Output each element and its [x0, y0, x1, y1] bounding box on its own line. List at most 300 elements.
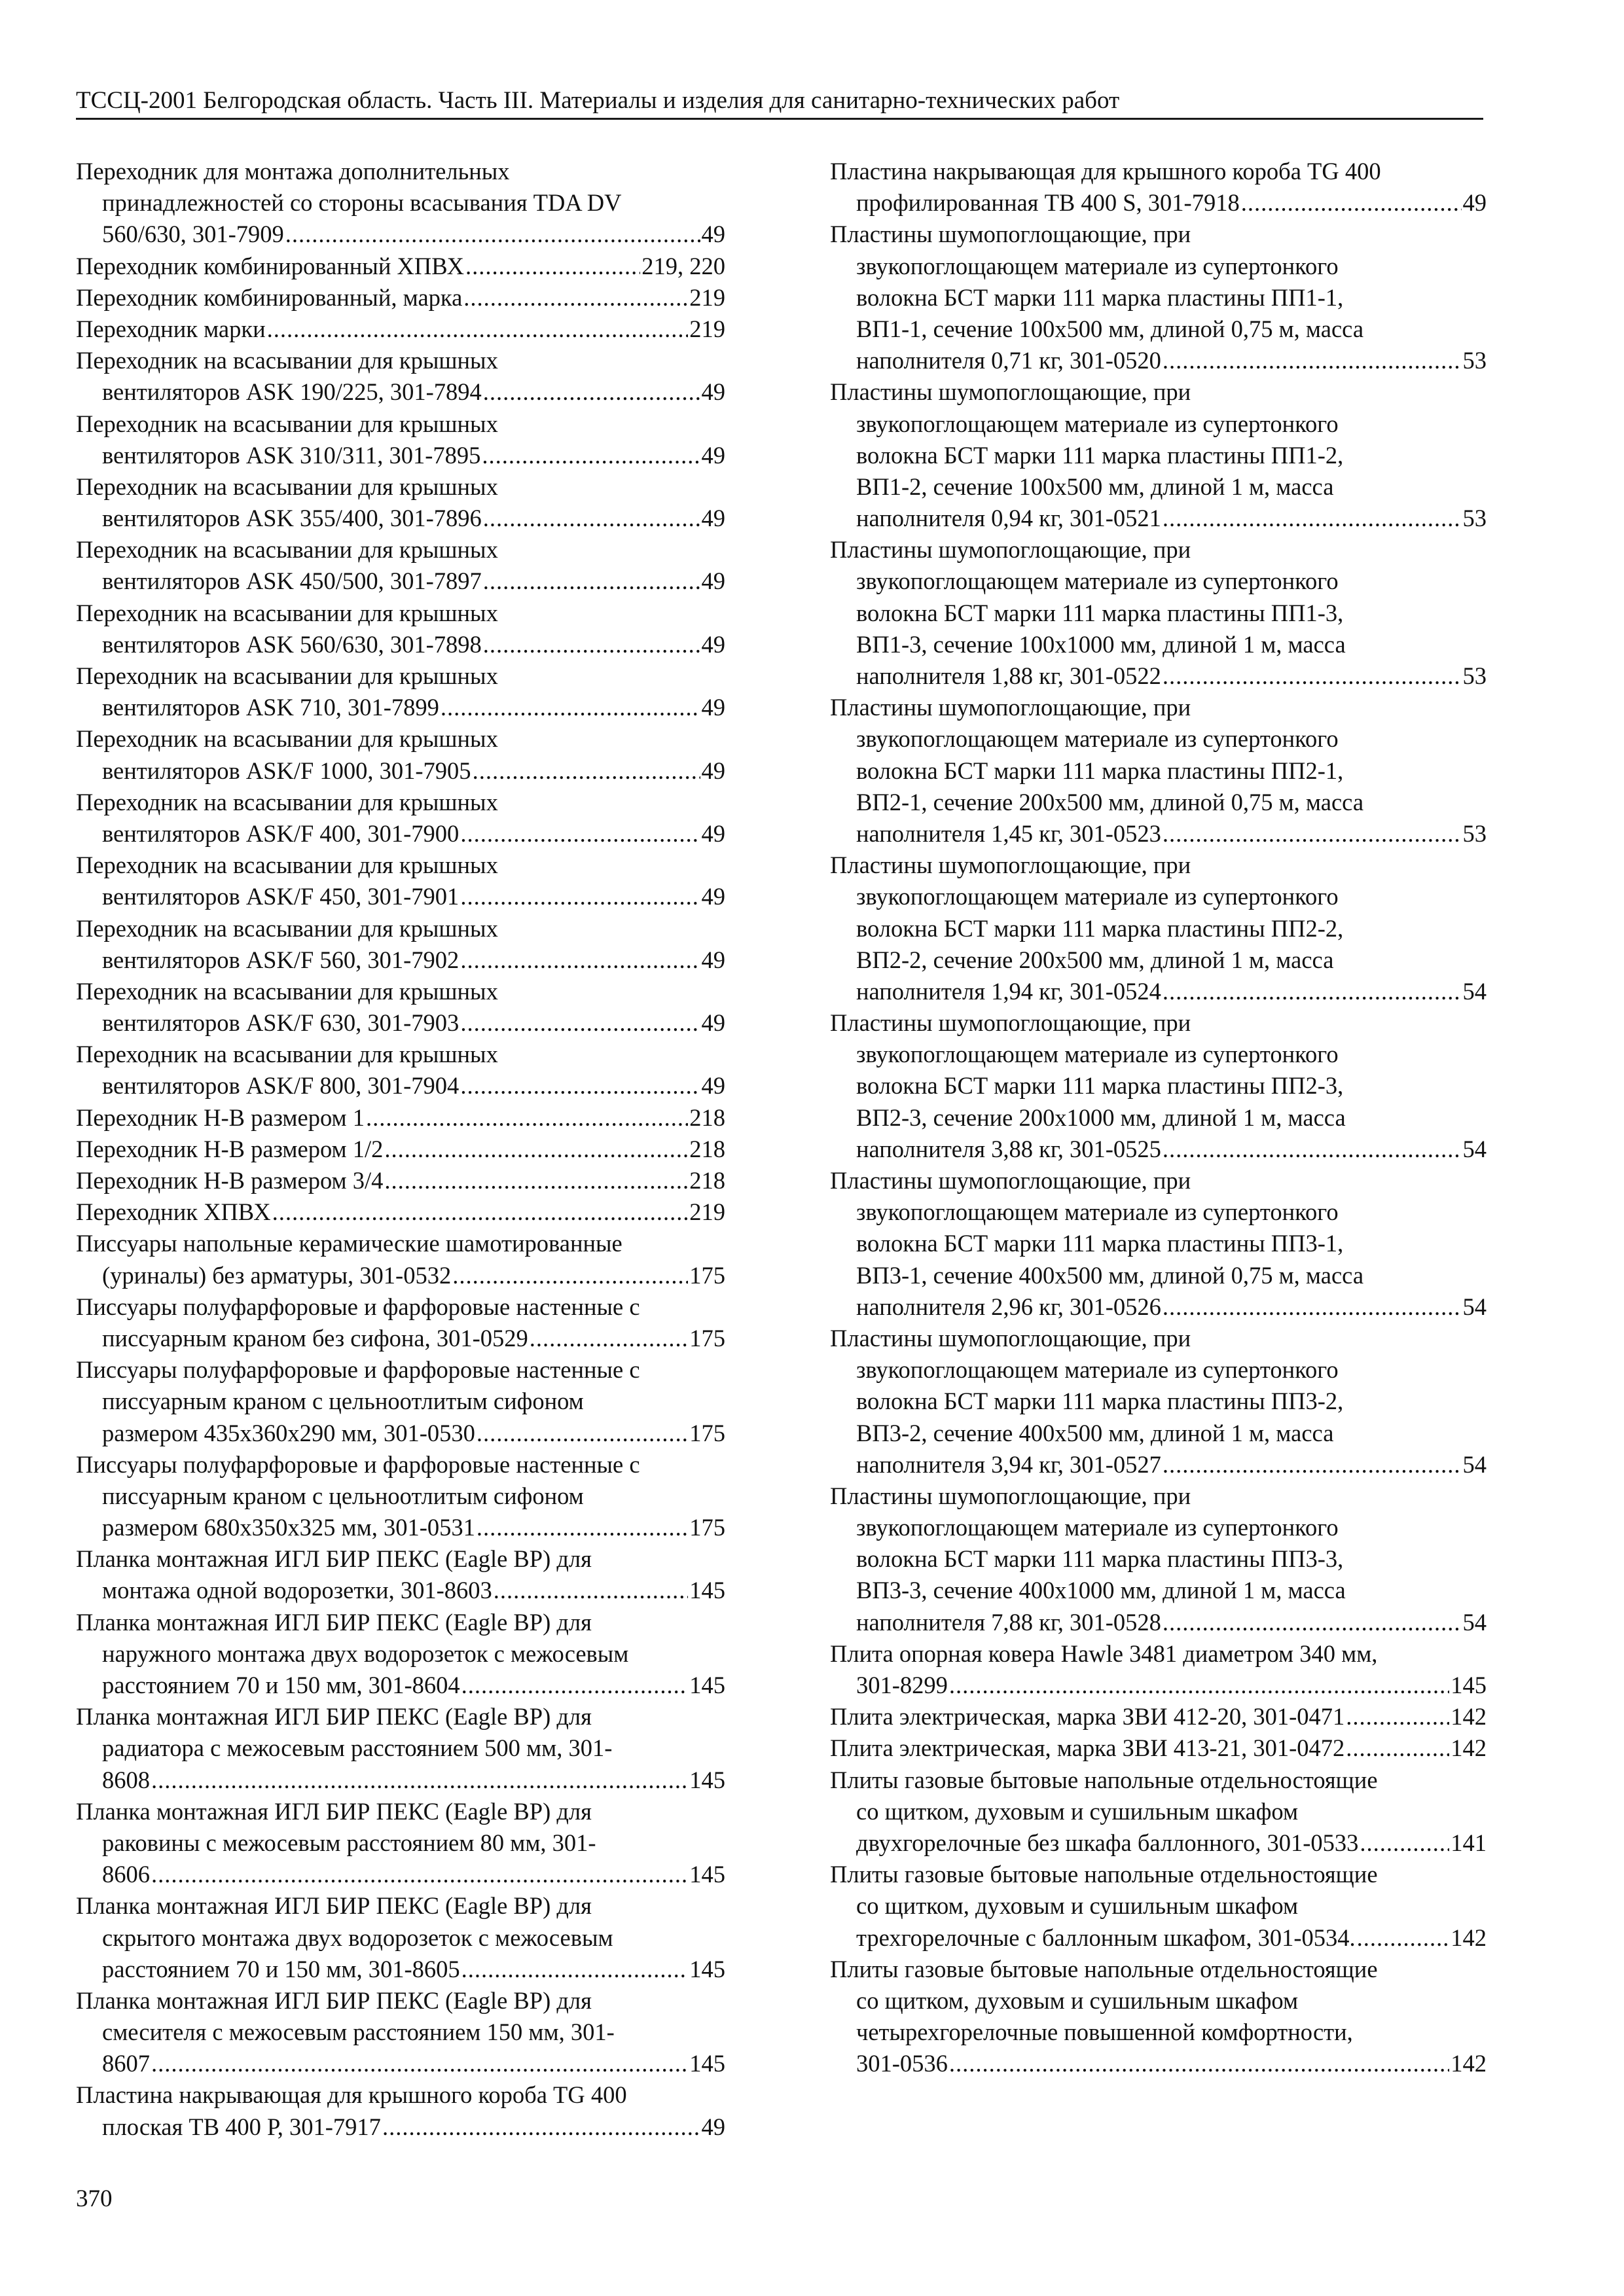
- page-reference: 49: [701, 883, 725, 910]
- page-reference: 219: [689, 283, 725, 311]
- page-reference: 49: [701, 946, 725, 973]
- page-reference: 49: [701, 567, 725, 595]
- index-entry-text: Планка монтажная ИГЛ БИР ПЕКС (Eagle BP) для: [76, 1892, 592, 1920]
- index-entry-line: [76, 755, 725, 787]
- dot-leader: [151, 2048, 688, 2079]
- index-entry-text: писсуарным краном без сифона, 301-0529: [102, 1324, 528, 1352]
- page-reference: 49: [701, 757, 725, 784]
- index-entry: [830, 1480, 1487, 1638]
- index-entry: [76, 1196, 725, 1228]
- index-entry-text: (уриналы) без арматуры, 301-0532: [102, 1261, 452, 1289]
- dot-leader: [452, 1260, 688, 1291]
- dot-leader: [1357, 1922, 1450, 1954]
- index-entry-line: [76, 692, 725, 723]
- index-entry: [76, 251, 725, 282]
- index-entry-text: Переходник Н-В размером 1: [76, 1103, 365, 1131]
- index-entry-text: звукопоглощающем материале из супертонкого: [856, 1514, 1339, 1541]
- index-entry-text: ВП3-1, сечение 400х500 мм, длиной 0,75 м, масса: [856, 1261, 1364, 1289]
- dot-leader: [1163, 503, 1462, 534]
- dot-leader: [1346, 1701, 1449, 1732]
- page-reference: 145: [689, 1766, 725, 1793]
- index-entry-text: волокна БСТ марки 111 марка пластины ПП3-3,: [856, 1545, 1344, 1573]
- dot-leader: [460, 1070, 700, 1102]
- index-entry-line: [76, 314, 725, 345]
- index-entry-text: вентиляторов ASK/F 400, 301-7900: [102, 819, 460, 847]
- index-entry: [76, 660, 725, 723]
- index-entry-text: Планка монтажная ИГЛ БИР ПЕКС (Eagle BP) для: [76, 1797, 592, 1825]
- page-reference: 49: [1462, 189, 1487, 217]
- index-entry-line: [76, 1165, 725, 1196]
- page-reference: 145: [689, 1955, 725, 1982]
- index-entry: [830, 850, 1487, 1007]
- dot-leader: [460, 818, 700, 850]
- dot-leader: [530, 1323, 688, 1354]
- index-entry-text: Переходник комбинированный ХПВХ: [76, 252, 465, 279]
- page-reference: 49: [701, 819, 725, 847]
- running-header: ТССЦ-2001 Белгородская область. Часть III. Материалы и изделия для санитарно-технических работ: [76, 84, 1483, 120]
- dot-leader: [473, 755, 700, 787]
- index-entry-text: вентиляторов ASK/F 630, 301-7903: [102, 1009, 460, 1037]
- index-entry-text: звукопоглощающем материале из супертонкого: [856, 725, 1339, 753]
- index-entry-text: Переходник марки: [76, 315, 266, 342]
- index-entry: [830, 1954, 1487, 2080]
- index-entry-text: ВП1-3, сечение 100х1000 мм, длиной 1 м, масса: [856, 630, 1346, 658]
- index-entry-text: ВП2-3, сечение 200х1000 мм, длиной 1 м, масса: [856, 1103, 1346, 1131]
- page-reference: 145: [689, 1861, 725, 1888]
- index-entry-line: [830, 503, 1487, 534]
- index-entry-text: звукопоглощающем материале из супертонкого: [856, 567, 1339, 595]
- index-entry-text: наполнителя 1,94 кг, 301-0524: [856, 977, 1161, 1005]
- index-entry-text: Писсуары полуфарфоровые и фарфоровые настенные с: [76, 1293, 640, 1320]
- index-entry-line: [76, 565, 725, 597]
- page-reference: 218: [689, 1103, 725, 1131]
- index-entry: [76, 1102, 725, 1134]
- index-entry-text: волокна БСТ марки 111 марка пластины ПП2-1,: [856, 757, 1344, 784]
- index-entry-text: Пластины шумопоглощающие, при: [830, 1167, 1191, 1194]
- index-entry-text: Переходник на всасывании для крышных: [76, 852, 498, 879]
- index-entry-text: Планка монтажная ИГЛ БИР ПЕКС (Eagle BP) для: [76, 1608, 592, 1636]
- index-entry-line: [76, 440, 725, 471]
- index-entry-line: [830, 1827, 1487, 1859]
- page-reference: 145: [689, 2050, 725, 2077]
- index-entry-text: Переходник ХПВХ: [76, 1198, 271, 1226]
- index-entry-text: Писсуары полуфарфоровые и фарфоровые настенные с: [76, 1356, 640, 1384]
- page-reference: 145: [1451, 1672, 1487, 1698]
- index-entry-text: Переходник комбинированный, марка: [76, 283, 463, 311]
- index-entry-line: [76, 1102, 725, 1134]
- index-entry-line: [830, 1701, 1487, 1732]
- dot-leader: [441, 692, 700, 723]
- index-entry-text: Планка монтажная ИГЛ БИР ПЕКС (Eagle BP) для: [76, 1986, 592, 2014]
- index-entry: [76, 1543, 725, 1606]
- index-entry-text: 301-0536: [856, 2050, 948, 2077]
- index-entry-text: вентиляторов ASK 190/225, 301-7894: [102, 378, 482, 406]
- index-entry-text: размером 435х360х290 мм, 301-0530: [102, 1419, 475, 1446]
- index-entry-text: Переходник на всасывании для крышных: [76, 473, 498, 500]
- index-entry-line: [76, 1134, 725, 1165]
- page-reference: 53: [1462, 347, 1487, 374]
- index-entry-line: [76, 1954, 725, 1985]
- index-entry: [76, 1354, 725, 1449]
- index-entry-text: вентиляторов ASK 450/500, 301-7897: [102, 567, 482, 595]
- index-entry-text: Переходник для монтажа дополнительных: [76, 158, 510, 185]
- index-entry-text: волокна БСТ марки 111 марка пластины ПП1-2,: [856, 441, 1344, 469]
- dot-leader: [1163, 976, 1462, 1007]
- index-entry-text: вентиляторов ASK/F 800, 301-7904: [102, 1072, 460, 1100]
- dot-leader: [1163, 1134, 1462, 1165]
- page-reference: 53: [1462, 662, 1487, 689]
- index-entry: [830, 692, 1487, 850]
- index-entry: [830, 534, 1487, 692]
- page-reference: 53: [1462, 505, 1487, 532]
- index-entry-line: [830, 1670, 1487, 1701]
- index-entry-line: [830, 1291, 1487, 1323]
- page-reference: 49: [701, 441, 725, 469]
- index-entry-text: Переходник на всасывании для крышных: [76, 347, 498, 374]
- index-entry: [830, 1323, 1487, 1480]
- index-entry-text: писсуарным краном с цельноотлитым сифоном: [102, 1482, 584, 1509]
- index-entry-line: [830, 2048, 1487, 2079]
- index-entry-line: [830, 187, 1487, 219]
- index-entry-line: [76, 1007, 725, 1039]
- index-entry: [76, 408, 725, 471]
- dot-leader: [477, 1418, 688, 1449]
- index-entry-text: звукопоглощающем материале из супертонкого: [856, 1356, 1339, 1384]
- index-entry-text: радиатора с межосевым расстоянием 500 мм, 301-: [102, 1734, 613, 1762]
- index-entry: [830, 1701, 1487, 1732]
- index-entry-text: звукопоглощающем материале из супертонкого: [856, 883, 1339, 910]
- index-entry-text: Писсуары напольные керамические шамотированные: [76, 1230, 623, 1257]
- dot-leader: [461, 1954, 689, 1985]
- dot-leader: [1163, 1291, 1462, 1323]
- index-entry-line: [830, 1449, 1487, 1480]
- page-reference: 49: [701, 1072, 725, 1100]
- dot-leader: [949, 1670, 1449, 1701]
- index-entry-text: наполнителя 0,94 кг, 301-0521: [856, 505, 1161, 532]
- dot-leader: [461, 1670, 689, 1701]
- page-reference: 54: [1462, 1293, 1487, 1320]
- index-entry-text: Переходник на всасывании для крышных: [76, 410, 498, 437]
- page-reference: 219: [689, 315, 725, 342]
- index-entry-text: Плита опорная ковера Hawle 3481 диаметром 340 мм,: [830, 1640, 1378, 1667]
- index-entry-line: [76, 1196, 725, 1228]
- index-entry-line: [76, 2048, 725, 2079]
- index-entry-line: [76, 282, 725, 314]
- index-entry-text: ВП1-1, сечение 100х500 мм, длиной 0,75 м, масса: [856, 315, 1364, 342]
- index-entry-text: наполнителя 1,88 кг, 301-0522: [856, 662, 1161, 689]
- index-entry-text: наполнителя 0,71 кг, 301-0520: [856, 347, 1161, 374]
- index-entry-text: плоская ТВ 400 Р, 301-7917: [102, 2113, 381, 2140]
- index-entry-text: 8607: [102, 2050, 150, 2077]
- index-entry-text: Пластины шумопоглощающие, при: [830, 852, 1191, 879]
- index-entry-text: наполнителя 2,96 кг, 301-0526: [856, 1293, 1161, 1320]
- page-reference: 54: [1462, 1450, 1487, 1478]
- page-reference: 175: [689, 1261, 725, 1289]
- index-entry-line: [76, 1670, 725, 1701]
- index-entry-line: [76, 219, 725, 250]
- index-column-right: [830, 156, 1487, 2079]
- index-entry-text: четырехгорелочные повышенной комфортности,: [856, 2018, 1353, 2046]
- page-reference: 142: [1451, 2050, 1487, 2077]
- index-entry-text: волокна БСТ марки 111 марка пластины ПП2-3,: [856, 1072, 1344, 1100]
- index-entry-text: Пластины шумопоглощающие, при: [830, 536, 1191, 564]
- page-reference: 49: [701, 630, 725, 658]
- dot-leader: [1163, 1449, 1462, 1480]
- dot-leader: [272, 1196, 689, 1228]
- index-entry-text: Пластина накрывающая для крышного короба TG 400: [830, 158, 1381, 185]
- page-reference: 142: [1451, 1924, 1487, 1951]
- index-entry-line: [76, 1070, 725, 1102]
- index-entry-text: Переходник Н-В размером 1/2: [76, 1135, 384, 1162]
- index-entry-text: вентиляторов ASK 355/400, 301-7896: [102, 505, 482, 532]
- index-entry: [76, 534, 725, 597]
- index-entry-text: звукопоглощающем материале из супертонкого: [856, 1198, 1339, 1226]
- index-entry-text: Пластины шумопоглощающие, при: [830, 221, 1191, 248]
- dot-leader: [285, 219, 700, 250]
- index-entry-text: Плиты газовые бытовые напольные отдельностоящие: [830, 1861, 1378, 1888]
- dot-leader: [463, 282, 688, 314]
- index-entry-line: [76, 1418, 725, 1449]
- index-entry-text: вентиляторов ASK/F 450, 301-7901: [102, 883, 460, 910]
- index-entry-text: расстоянием 70 и 150 мм, 301-8605: [102, 1955, 460, 1982]
- index-entry: [76, 598, 725, 660]
- dot-leader: [483, 503, 700, 534]
- index-entry-text: Планка монтажная ИГЛ БИР ПЕКС (Eagle BP) для: [76, 1703, 592, 1731]
- dot-leader: [483, 565, 700, 597]
- index-entry: [830, 1732, 1487, 1764]
- index-entry-text: наполнителя 7,88 кг, 301-0528: [856, 1608, 1161, 1636]
- index-entry: [830, 1765, 1487, 1859]
- index-entry: [76, 1985, 725, 2080]
- index-entry-text: Переходник на всасывании для крышных: [76, 662, 498, 689]
- page-number: 370: [76, 2185, 113, 2212]
- dot-leader: [151, 1765, 688, 1796]
- index-entry-line: [76, 1512, 725, 1543]
- page-reference: 145: [689, 1672, 725, 1698]
- index-entry: [830, 1859, 1487, 1954]
- dot-leader: [477, 1512, 688, 1543]
- index-entry-text: скрытого монтажа двух водорозеток с межосевым: [102, 1924, 613, 1951]
- index-entry-text: со щитком, духовым и сушильным шкафом: [856, 1986, 1299, 2014]
- index-entry: [76, 2079, 725, 2142]
- dot-leader: [384, 1134, 688, 1165]
- index-entry-text: раковины с межосевым расстоянием 80 мм, 301-: [102, 1829, 596, 1856]
- index-entry-text: волокна БСТ марки 111 марка пластины ПП3-2,: [856, 1388, 1344, 1415]
- index-entry-text: волокна БСТ марки 111 марка пластины ПП1-3,: [856, 599, 1344, 626]
- page-reference: 145: [689, 1577, 725, 1604]
- index-entry: [76, 282, 725, 314]
- index-entry: [76, 723, 725, 786]
- index-entry-line: [830, 976, 1487, 1007]
- index-entry-text: ВП2-2, сечение 200х500 мм, длиной 1 м, масса: [856, 946, 1334, 973]
- index-entry-text: Переходник Н-В размером 3/4: [76, 1167, 384, 1194]
- index-entry-text: наполнителя 1,45 кг, 301-0523: [856, 819, 1161, 847]
- index-entry: [830, 1165, 1487, 1323]
- index-entry-text: ВП2-1, сечение 200х500 мм, длиной 0,75 м, масса: [856, 788, 1364, 816]
- index-entry-text: Пластины шумопоглощающие, при: [830, 378, 1191, 406]
- index-entry-line: [76, 376, 725, 408]
- index-entry-text: смесителя с межосевым расстоянием 150 мм, 301-: [102, 2018, 615, 2046]
- index-column-left: [76, 156, 725, 2143]
- index-entry-text: Плиты газовые бытовые напольные отдельностоящие: [830, 1766, 1378, 1793]
- index-entry-text: Пластины шумопоглощающие, при: [830, 1482, 1191, 1509]
- index-entry-text: ВП1-2, сечение 100х500 мм, длиной 1 м, масса: [856, 473, 1334, 500]
- page-reference: 49: [701, 694, 725, 721]
- page-reference: 175: [689, 1514, 725, 1541]
- index-entry-text: 560/630, 301-7909: [102, 221, 284, 248]
- index-entry-line: [830, 1732, 1487, 1764]
- index-entry-line: [830, 345, 1487, 376]
- index-entry-line: [76, 818, 725, 850]
- index-entry: [76, 913, 725, 976]
- dot-leader: [460, 944, 700, 976]
- dot-leader: [460, 1007, 700, 1039]
- index-entry-text: расстоянием 70 и 150 мм, 301-8604: [102, 1672, 460, 1698]
- index-entry: [76, 1701, 725, 1796]
- index-entry-text: вентиляторов ASK 710, 301-7899: [102, 694, 439, 721]
- index-entry-text: звукопоглощающем материале из супертонкого: [856, 410, 1339, 437]
- index-entry-text: Плита электрическая, марка ЗВИ 412-20, 301-0471: [830, 1703, 1345, 1731]
- index-entry: [76, 345, 725, 408]
- index-entry-text: наружного монтажа двух водорозеток с межосевым: [102, 1640, 629, 1667]
- page-reference: 142: [1451, 1703, 1487, 1731]
- index-entry-line: [76, 1859, 725, 1890]
- dot-leader: [460, 881, 700, 912]
- index-entry-text: со щитком, духовым и сушильным шкафом: [856, 1892, 1299, 1920]
- index-entry-text: вентиляторов ASK 310/311, 301-7895: [102, 441, 481, 469]
- index-entry-text: профилированная ТВ 400 S, 301-7918: [856, 189, 1240, 217]
- index-entry: [830, 219, 1487, 376]
- index-entry-text: Плиты газовые бытовые напольные отдельностоящие: [830, 1955, 1378, 1982]
- page-reference: 218: [689, 1135, 725, 1162]
- dot-leader: [465, 251, 640, 282]
- dot-leader: [483, 376, 700, 408]
- index-entry-line: [76, 503, 725, 534]
- index-entry-text: 8606: [102, 1861, 150, 1888]
- dot-leader: [1360, 1827, 1449, 1859]
- dot-leader: [366, 1102, 688, 1134]
- page-reference: 49: [701, 378, 725, 406]
- index-entry-text: со щитком, духовым и сушильным шкафом: [856, 1797, 1299, 1825]
- index-entry-line: [76, 881, 725, 912]
- page-reference: 54: [1462, 977, 1487, 1005]
- index-entry-text: вентиляторов ASK/F 560, 301-7902: [102, 946, 460, 973]
- index-entry-text: Переходник на всасывании для крышных: [76, 788, 498, 816]
- index-entry-text: наполнителя 3,94 кг, 301-0527: [856, 1450, 1161, 1478]
- index-entry: [76, 1449, 725, 1544]
- index-entry-text: Пластины шумопоглощающие, при: [830, 1009, 1191, 1037]
- index-entry: [76, 1607, 725, 1702]
- index-entry-line: [830, 1607, 1487, 1638]
- dot-leader: [482, 440, 700, 471]
- index-entry-line: [830, 1134, 1487, 1165]
- index-entry-text: звукопоглощающем материале из супертонкого: [856, 252, 1339, 279]
- page-reference: 54: [1462, 1135, 1487, 1162]
- index-entry-line: [830, 818, 1487, 850]
- index-entry: [76, 976, 725, 1039]
- index-entry-text: Пластины шумопоглощающие, при: [830, 694, 1191, 721]
- index-entry-text: Пластина накрывающая для крышного короба TG 400: [76, 2081, 627, 2109]
- index-entry-text: 8608: [102, 1766, 150, 1793]
- index-entry-text: Переходник на всасывании для крышных: [76, 1041, 498, 1068]
- index-entry-text: волокна БСТ марки 111 марка пластины ПП3-1,: [856, 1230, 1344, 1257]
- index-entry-line: [76, 629, 725, 660]
- index-entry-text: наполнителя 3,88 кг, 301-0525: [856, 1135, 1161, 1162]
- index-entry-text: Переходник на всасывании для крышных: [76, 599, 498, 626]
- dot-leader: [151, 1859, 688, 1890]
- dot-leader: [1346, 1732, 1449, 1764]
- index-entry-text: Переходник на всасывании для крышных: [76, 914, 498, 942]
- dot-leader: [949, 2048, 1449, 2079]
- page-reference: 49: [701, 1009, 725, 1037]
- index-entry-line: [76, 1323, 725, 1354]
- dot-leader: [267, 314, 689, 345]
- index-entry-text: размером 680х350х325 мм, 301-0531: [102, 1514, 475, 1541]
- index-entry-text: Планка монтажная ИГЛ БИР ПЕКС (Eagle BP) для: [76, 1545, 592, 1573]
- index-entry-line: [76, 1575, 725, 1606]
- page-reference: 49: [701, 505, 725, 532]
- index-entry-text: волокна БСТ марки 111 марка пластины ПП2-2,: [856, 914, 1344, 942]
- dot-leader: [1163, 1607, 1462, 1638]
- index-entry: [76, 1134, 725, 1165]
- dot-leader: [1163, 818, 1462, 850]
- index-entry: [76, 156, 725, 251]
- page-reference: 49: [701, 221, 725, 248]
- index-entry: [76, 1228, 725, 1291]
- index-entry-text: трехгорелочные с баллонным шкафом, 301-0534.: [856, 1924, 1356, 1951]
- index-entry-text: Переходник на всасывании для крышных: [76, 725, 498, 753]
- index-entry-text: ВП3-3, сечение 400х1000 мм, длиной 1 м, масса: [856, 1577, 1346, 1604]
- index-entry-text: звукопоглощающем материале из супертонкого: [856, 1041, 1339, 1068]
- index-entry-text: волокна БСТ марки 111 марка пластины ПП1-1,: [856, 283, 1344, 311]
- dot-leader: [483, 629, 700, 660]
- dot-leader: [494, 1575, 689, 1606]
- page-reference: 141: [1451, 1829, 1487, 1856]
- dot-leader: [1163, 660, 1462, 692]
- page-reference: 175: [689, 1324, 725, 1352]
- dot-leader: [384, 1165, 688, 1196]
- page-reference: 219, 220: [641, 252, 725, 279]
- index-entry-line: [76, 1765, 725, 1796]
- index-entry: [76, 850, 725, 912]
- index-entry: [830, 1007, 1487, 1165]
- index-entry: [76, 314, 725, 345]
- index-entry-line: [76, 1260, 725, 1291]
- page-reference: 142: [1451, 1734, 1487, 1762]
- page-reference: 218: [689, 1167, 725, 1194]
- index-entry-text: ВП3-2, сечение 400х500 мм, длиной 1 м, масса: [856, 1419, 1334, 1446]
- index-entry-line: [830, 660, 1487, 692]
- index-entry-line: [76, 251, 725, 282]
- page-reference: 54: [1462, 1608, 1487, 1636]
- page-reference: 49: [701, 2113, 725, 2140]
- index-entry-text: монтажа одной водорозетки, 301-8603: [102, 1577, 492, 1604]
- index-entry-text: принадлежностей со стороны всасывания TDA DV: [102, 189, 622, 217]
- page-reference: 53: [1462, 819, 1487, 847]
- index-entry-text: Плита электрическая, марка ЗВИ 413-21, 301-0472: [830, 1734, 1345, 1762]
- index-entry-text: вентиляторов ASK 560/630, 301-7898: [102, 630, 482, 658]
- dot-leader: [1241, 187, 1462, 219]
- index-entry-text: двухгорелочные без шкафа баллонного, 301-0533: [856, 1829, 1359, 1856]
- index-entry: [76, 471, 725, 534]
- index-entry-line: [830, 1922, 1487, 1954]
- index-entry-line: [76, 2111, 725, 2143]
- dot-leader: [382, 2111, 700, 2143]
- index-entry: [76, 1796, 725, 1891]
- index-entry: [76, 787, 725, 850]
- index-entry-text: Переходник на всасывании для крышных: [76, 536, 498, 564]
- index-entry: [76, 1039, 725, 1102]
